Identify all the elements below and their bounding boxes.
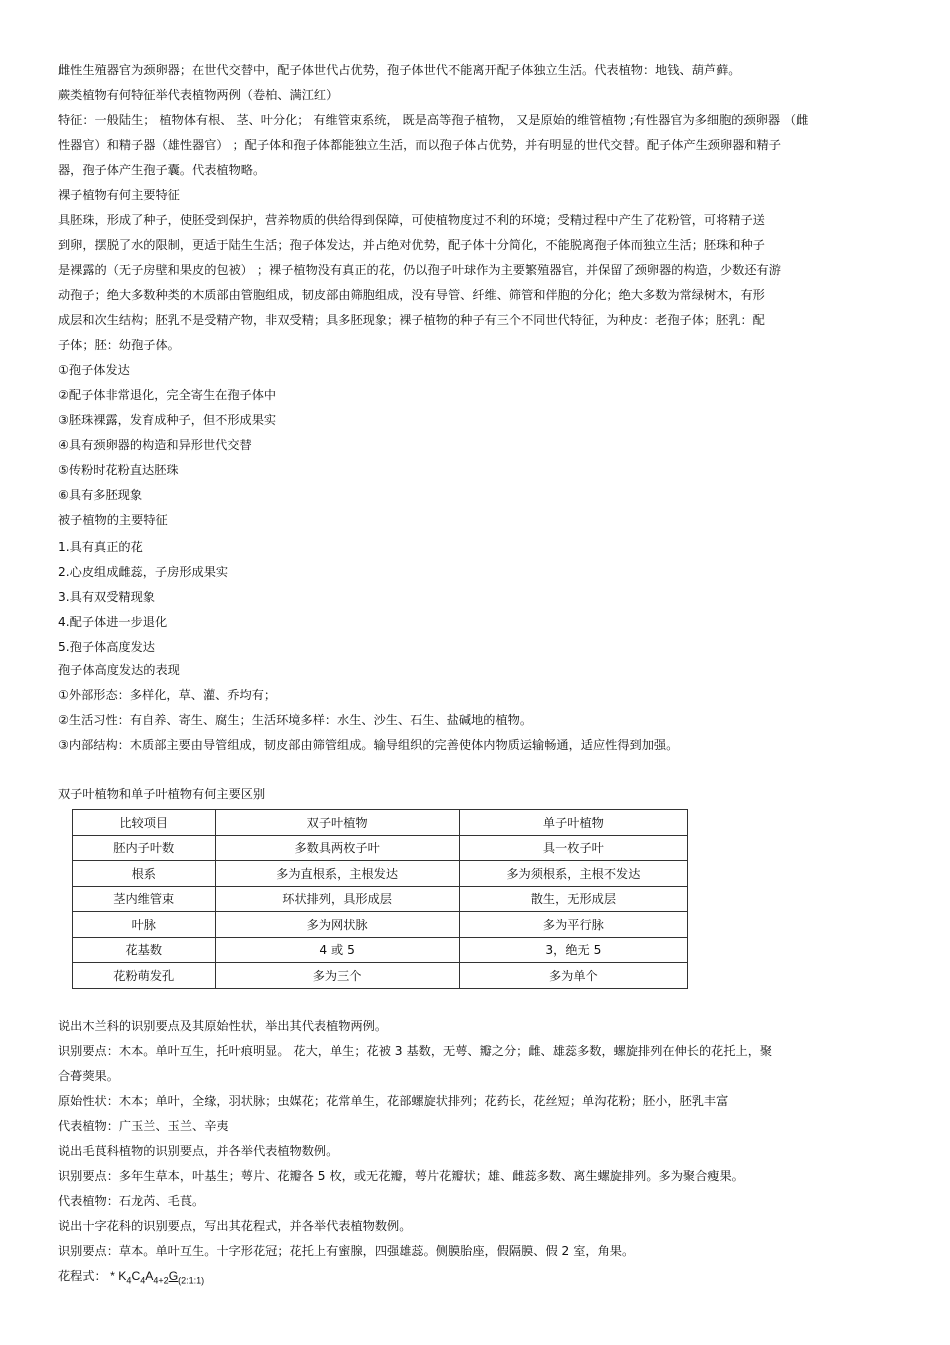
table-cell: 多为单个: [459, 963, 687, 989]
text-line: 是裸露的（无子房壁和果皮的包被） ；裸子植物没有真正的花，仍以孢子叶球作为主要繁殖器官，并保留了颈卵器的构造，少数还有游: [58, 263, 781, 277]
formula-k: K: [118, 1269, 127, 1283]
section-heading: 说出木兰科的识别要点及其原始性状，举出其代表植物两例。: [58, 1019, 388, 1033]
table-cell: 茎内维管束: [73, 886, 216, 912]
section-heading: 说出十字花科的识别要点，写出其花程式，并各举代表植物数例。: [58, 1219, 412, 1233]
text-line: 雌性生殖器官为颈卵器；在世代交替中，配子体世代占优势，孢子体世代不能离开配子体独立生活。代表植物：地钱、葫芦藓。: [58, 63, 741, 77]
table-row: [73, 835, 688, 861]
table-cell: 具一枚子叶: [459, 835, 687, 861]
text-line: 成层和次生结构；胚乳不是受精产物，非双受精；具多胚现象；裸子植物的种子有三个不同世代特征，为种皮：老孢子体；胚乳：配: [58, 313, 765, 327]
text-line: 代表植物：石龙芮、毛茛。: [58, 1194, 205, 1208]
text-line: 到卵，摆脱了水的限制，更适于陆生生活；孢子体发达，并占绝对优势，配子体十分简化，不能脱离孢子体而独立生活；胚珠和种子: [58, 238, 765, 252]
table-title: 双子叶植物和单子叶植物有何主要区别: [58, 787, 266, 801]
table-header-cell: 单子叶植物: [459, 810, 687, 836]
text-line: 动孢子；绝大多数种类的木质部由管胞组成，韧皮部由筛胞组成，没有导管、纤维、筛管和伴胞的分化；绝大多数为常绿树木，有形: [58, 288, 765, 302]
section-heading: 被子植物的主要特征: [58, 513, 168, 527]
table-cell: 3，绝无 5: [459, 937, 687, 963]
text-line: 识别要点：草本。单叶互生。十字形花冠；花托上有蜜腺，四强雄蕊。侧膜胎座，假隔膜、假 2 室，角果。: [58, 1244, 635, 1258]
table-cell: 散生，无形成层: [459, 886, 687, 912]
text-line: 具胚珠，形成了种子，使胚受到保护，营养物质的供给得到保障，可使植物度过不利的环境；受精过程中产生了花粉管，可将精子送: [58, 213, 765, 227]
section-heading: 蕨类植物有何特征举代表植物两例（卷柏、满江红）: [58, 88, 339, 102]
table-row: [73, 886, 688, 912]
list-item: 1.具有真正的花: [58, 540, 143, 554]
list-item: ②配子体非常退化，完全寄生在孢子体中: [58, 388, 277, 402]
section-heading: 说出毛茛科植物的识别要点，并各举代表植物数例。: [58, 1144, 339, 1158]
formula-k-sub: 4: [126, 1275, 132, 1286]
table-row: [73, 912, 688, 938]
text-line: 子体；胚：幼孢子体。: [58, 338, 180, 352]
table-cell: 多数具两枚子叶: [215, 835, 459, 861]
comparison-table: [72, 809, 688, 989]
table-cell: 花基数: [73, 937, 216, 963]
formula-a-sub: 4+2: [153, 1275, 169, 1286]
table-row: [73, 963, 688, 989]
list-item: ⑤传粉时花粉直达胚珠: [58, 463, 179, 477]
formula-c: C: [131, 1269, 141, 1283]
table-cell: 环状排列，具形成层: [215, 886, 459, 912]
table-cell: 胚内子叶数: [73, 835, 216, 861]
text-line: 性器官）和精子器（雄性器官） ；配子体和孢子体都能独立生活，而以孢子体占优势，并有明显的世代交替。配子体产生颈卵器和精子: [58, 138, 781, 152]
formula-g: G: [168, 1269, 179, 1283]
list-item: ④具有颈卵器的构造和异形世代交替: [58, 438, 252, 452]
list-item: ①孢子体发达: [58, 363, 130, 377]
list-item: ②生活习性：有自养、寄生、腐生；生活环境多样：水生、沙生、石生、盐碱地的植物。: [58, 713, 533, 727]
list-item: ③胚珠裸露，发育成种子，但不形成果实: [58, 413, 277, 427]
list-item: 2.心皮组成雌蕊，子房形成果实: [58, 565, 229, 579]
table-row: [73, 937, 688, 963]
table-header-cell: 双子叶植物: [215, 810, 459, 836]
table-cell: 4 或 5: [215, 937, 459, 963]
table-cell: 多为网状脉: [215, 912, 459, 938]
table-cell: 花粉萌发孔: [73, 963, 216, 989]
formula-star: *: [110, 1269, 115, 1283]
text-line: 原始性状：木本；单叶，全缘，羽状脉；虫媒花；花常单生，花部螺旋状排列；花药长，花丝短；单沟花粉；胚小，胚乳丰富: [58, 1094, 729, 1108]
list-item: 4.配子体进一步退化: [58, 615, 168, 629]
text-line: 合蓇葖果。: [58, 1069, 119, 1083]
table-cell: 根系: [73, 861, 216, 887]
floral-formula: [58, 1268, 204, 1288]
formula-g-sub: (2:1:1): [178, 1275, 205, 1286]
list-item: ①外部形态：多样化，草、灌、乔均有；: [58, 688, 277, 702]
table-cell: 叶脉: [73, 912, 216, 938]
formula-c-sub: 4: [140, 1275, 146, 1286]
table-cell: 多为平行脉: [459, 912, 687, 938]
list-item: 3.具有双受精现象: [58, 590, 155, 604]
text-line: 特征：一般陆生； 植物体有根、 茎、叶分化； 有维管束系统， 既是高等孢子植物， 又是原始的维管植物 ;有性器官为多细胞的颈卵器 （雌: [58, 113, 809, 127]
list-item: ③内部结构：木质部主要由导管组成，韧皮部由筛管组成。输导组织的完善使体内物质运输畅通，适应性得到加强。: [58, 738, 679, 752]
table-row: [73, 861, 688, 887]
table-cell: 多为直根系，主根发达: [215, 861, 459, 887]
table-header-cell: 比较项目: [73, 810, 216, 836]
section-heading: 裸子植物有何主要特征: [58, 188, 180, 202]
formula-a: A: [145, 1269, 154, 1283]
list-item: 5.孢子体高度发达: [58, 640, 155, 654]
text-line: 代表植物：广玉兰、玉兰、辛夷: [58, 1119, 229, 1133]
section-heading: 孢子体高度发达的表现: [58, 663, 180, 677]
list-item: ⑥具有多胚现象: [58, 488, 143, 502]
text-line: 识别要点：多年生草本，叶基生；萼片、花瓣各 5 枚，或无花瓣，萼片花瓣状；雄、雌蕊多数、离生螺旋排列。多为聚合瘦果。: [58, 1169, 744, 1183]
formula-label: 花程式：: [58, 1269, 107, 1283]
table-header-row: [73, 810, 688, 836]
text-line: 识别要点：木本。单叶互生，托叶痕明显。 花大，单生；花被 3 基数，无萼、瓣之分；雌、雄蕊多数，螺旋排列在伸长的花托上，聚: [58, 1044, 773, 1058]
table-cell: 多为三个: [215, 963, 459, 989]
table-cell: 多为须根系，主根不发达: [459, 861, 687, 887]
text-line: 器，孢子体产生孢子囊。代表植物略。: [58, 163, 266, 177]
